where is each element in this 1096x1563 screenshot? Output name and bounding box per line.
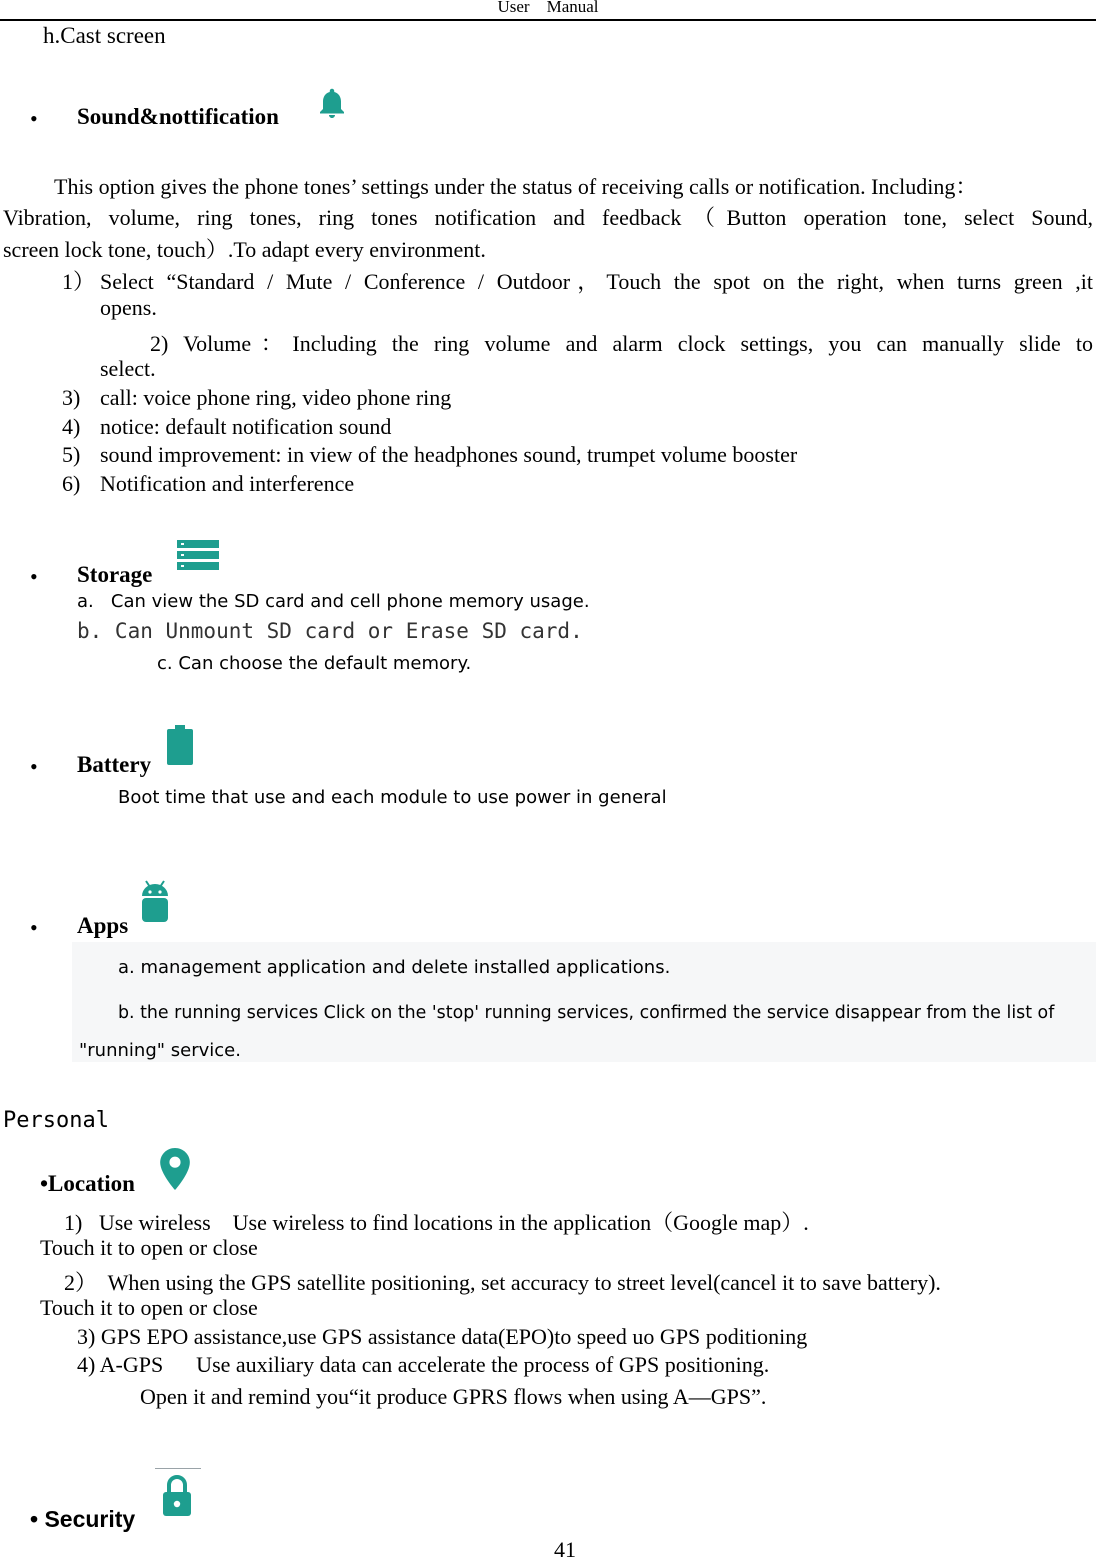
sound-item-3: call: voice phone ring, video phone ring (100, 385, 452, 410)
sound-item-1-num: 1） (62, 269, 96, 294)
apps-bullet: • (30, 915, 38, 940)
sound-item-5: sound improvement: in view of the headphones sound, trumpet volume booster (100, 442, 798, 467)
sound-item-5-num: 5) (62, 442, 81, 467)
battery-title: Battery (77, 752, 152, 777)
security-icon-rule (155, 1468, 201, 1469)
sound-item-3-num: 3) (62, 385, 81, 410)
sound-item-2-cont: select. (100, 356, 156, 381)
sound-bullet: • (30, 106, 38, 131)
page-number: 41 (554, 1537, 576, 1562)
location-line-3: 2） When using the GPS satellite positioning, set accuracy to street level(cancel it to save battery). (64, 1270, 941, 1295)
storage-item-a: a. Can view the SD card and cell phone memory usage. (77, 591, 590, 612)
battery-text: Boot time that use and each module to use power in general (118, 787, 667, 808)
header-rule (0, 19, 1096, 21)
storage-item-b: b. Can Unmount SD card or Erase SD card. (77, 619, 583, 643)
sound-item-1: Select “Standard / Mute / Conference / Outdoor，Touch the spot on the right, when turns green ,it (100, 269, 1093, 294)
security-title: • Security (30, 1506, 136, 1532)
bell-icon (314, 84, 350, 122)
sound-paragraph-line-1: This option gives the phone tones’ settings under the status of receiving calls or notification. Including： (54, 174, 978, 199)
location-line-5: 3) GPS EPO assistance,use GPS assistance data(EPO)to speed uo GPS poditioning (77, 1324, 808, 1349)
location-line-6: 4) A-GPS Use auxiliary data can accelerate the process of GPS positioning. (77, 1352, 770, 1377)
storage-item-c: c. Can choose the default memory. (157, 653, 472, 674)
sound-item-6-num: 6) (62, 471, 81, 496)
battery-bullet: • (30, 754, 38, 779)
sound-item-6: Notification and interference (100, 471, 355, 496)
storage-icon (177, 540, 219, 570)
location-line-2: Touch it to open or close (40, 1235, 258, 1260)
battery-icon (167, 725, 193, 765)
lock-icon (161, 1474, 193, 1518)
location-title: •Location (40, 1171, 135, 1196)
personal-heading: Personal (3, 1108, 109, 1133)
location-line-1: 1) Use wireless Use wireless to find locations in the application（Google map）. (64, 1210, 809, 1235)
location-line-7: Open it and remind you“it produce GPRS flows when using A—GPS”. (140, 1384, 767, 1409)
apps-item-a: a. management application and delete installed applications. (118, 957, 671, 978)
page-header: User Manual (497, 0, 599, 16)
sound-item-2: 2) Volume：Including the ring volume and alarm clock settings, you can manually slide to (150, 331, 1093, 356)
sound-item-4-num: 4) (62, 414, 81, 439)
apps-item-b: b. the running services Click on the 'stop' running services, confirmed the service disappear from the list of (118, 1003, 1055, 1023)
intro-item: h.Cast screen (43, 23, 166, 48)
storage-title: Storage (77, 562, 153, 587)
sound-item-1-cont: opens. (100, 295, 157, 320)
sound-paragraph-line-2: Vibration, volume, ring tones, ring tones notification and feedback（Button operation tone, select Sound, (3, 205, 1093, 230)
location-pin-icon (160, 1148, 190, 1190)
apps-item-b-cont: "running" service. (79, 1040, 241, 1061)
sound-item-4: notice: default notification sound (100, 414, 392, 439)
sound-paragraph-line-3: screen lock tone, touch）.To adapt every environment. (3, 237, 486, 262)
sound-title: Sound&nottification (77, 104, 279, 129)
location-line-4: Touch it to open or close (40, 1295, 258, 1320)
apps-title: Apps (77, 913, 129, 938)
storage-bullet: • (30, 564, 38, 589)
android-icon (140, 880, 170, 924)
